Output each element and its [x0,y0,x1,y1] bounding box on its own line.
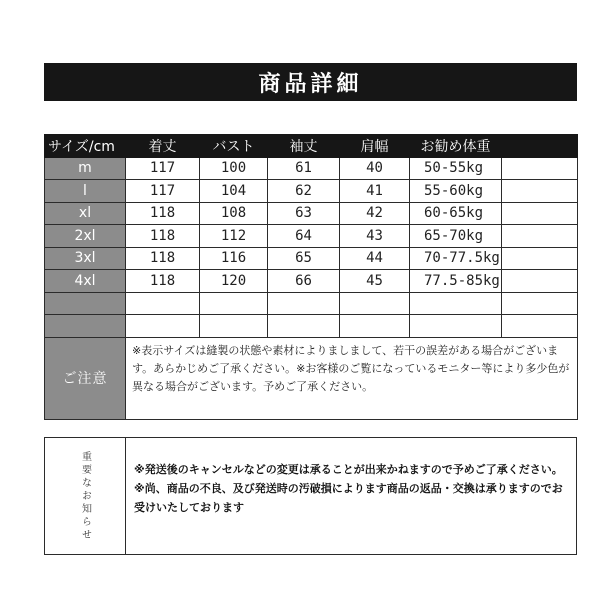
table-cell: 45 [340,270,410,293]
table-cell [200,292,268,315]
table-cell: 108 [200,202,268,225]
table-cell [340,315,410,338]
table-cell: 41 [340,180,410,203]
notice-label-cell [45,438,126,554]
table-cell: 50-55kg [410,157,502,180]
size-cell: m [45,157,126,180]
notice-label: 重要なお知らせ [79,450,91,542]
table-cell: 65-70kg [410,225,502,248]
caution-row [45,337,578,419]
table-row [45,315,578,338]
size-cell: l [45,180,126,203]
table-cell: 60-65kg [410,202,502,225]
table-cell [340,292,410,315]
table-cell: 40 [340,157,410,180]
table-cell: 61 [268,157,340,180]
table-cell [268,315,340,338]
table-cell [502,270,578,293]
table-cell: 65 [268,247,340,270]
table-header-row [45,135,578,158]
table-cell: 42 [340,202,410,225]
table-cell: 44 [340,247,410,270]
table-cell: 104 [200,180,268,203]
page-title: 商品詳細 [44,63,577,101]
table-cell: 62 [268,180,340,203]
table-cell [410,292,502,315]
size-cell: 2xl [45,225,126,248]
table-cell: 118 [126,225,200,248]
table-cell [502,315,578,338]
table-cell: 112 [200,225,268,248]
header-size: サイズ/cm [45,135,126,158]
table-row [45,270,578,293]
table-cell: 63 [268,202,340,225]
table-row [45,225,578,248]
table-cell: 117 [126,180,200,203]
table-cell: 55-60kg [410,180,502,203]
size-cell: 4xl [45,270,126,293]
table-row [45,292,578,315]
table-cell [502,157,578,180]
table-row [45,247,578,270]
table-cell: 118 [126,270,200,293]
table-cell [502,292,578,315]
important-notice [44,437,577,555]
table-cell [268,292,340,315]
table-cell [502,247,578,270]
table-cell [126,292,200,315]
table-cell: 117 [126,157,200,180]
table-cell: 116 [200,247,268,270]
size-cell: xl [45,202,126,225]
table-cell: 43 [340,225,410,248]
table-cell: 64 [268,225,340,248]
table-cell [502,225,578,248]
table-cell: 118 [126,247,200,270]
size-cell: 3xl [45,247,126,270]
size-table [44,134,578,420]
header-bust: バスト [200,135,268,158]
table-row [45,157,578,180]
table-cell [502,202,578,225]
table-cell [126,315,200,338]
header-shoulder: 肩幅 [340,135,410,158]
table-cell: 100 [200,157,268,180]
table-cell [200,315,268,338]
table-row [45,202,578,225]
table-cell: 120 [200,270,268,293]
size-cell [45,292,126,315]
table-cell: 77.5-85kg [410,270,502,293]
notice-line-1: ※発送後のキャンセルなどの変更は承ることが出来かねますので予めご了承ください。 [134,463,563,476]
notice-line-2: ※尚、商品の不良、及び発送時の汚破損によります商品の返品・交換は承りますのでお受けいたしております [134,482,563,514]
caution-label: ご注意 [45,337,126,419]
table-cell [502,180,578,203]
caution-text: ※表示サイズは縫製の状態や素材によりましまして、若干の誤差がある場合がございます。あらかじめご了承ください。※お客様のご覧になっているモニター等により多少色が異なる場合がございます。予めご了承ください。 [126,337,578,419]
notice-text [126,438,576,554]
table-cell: 118 [126,202,200,225]
size-cell [45,315,126,338]
table-row [45,180,578,203]
header-length: 着丈 [126,135,200,158]
table-cell: 66 [268,270,340,293]
header-weight: お勧め体重 [410,135,502,158]
table-cell [410,315,502,338]
header-sleeve: 袖丈 [268,135,340,158]
header-empty [502,135,578,158]
table-cell: 70-77.5kg [410,247,502,270]
